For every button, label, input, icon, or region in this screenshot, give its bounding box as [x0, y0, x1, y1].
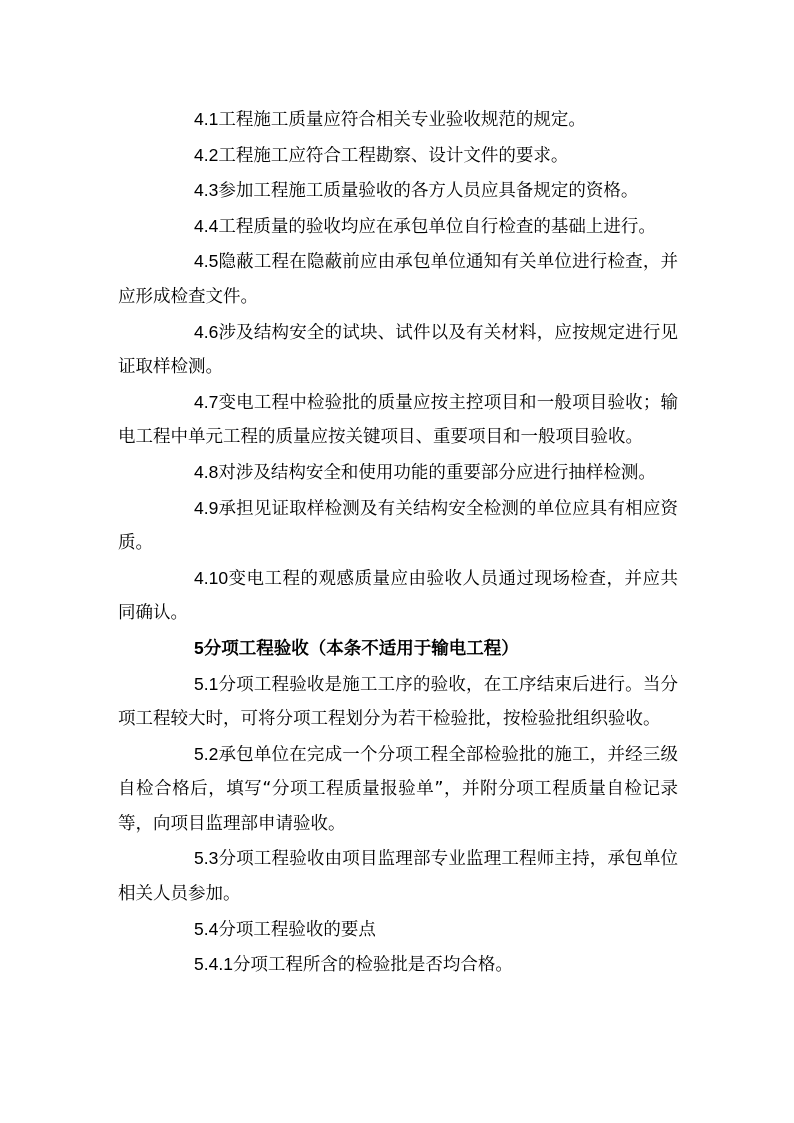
clause-number: 4.3	[194, 180, 219, 201]
clause-text: 工程施工应符合工程勘察、设计文件的要求。	[218, 145, 569, 166]
section-number: 5	[194, 637, 204, 658]
clause-4-9	[118, 491, 678, 561]
clause-text: 承包单位在完成一个分项工程全部检验批的施工，并经三级自检合格后，填写“分项工程质量报验单”，并附分项工程质量自检记录等，向项目监理部申请验收。	[118, 744, 678, 834]
clause-5-4-1	[118, 947, 678, 983]
clause-number: 4.6	[194, 321, 219, 342]
clause-text: 分项工程验收是施工工序的验收，在工序结束后进行。当分项工程较大时，可将分项工程划分为若干检验批，按检验批组织验收。	[118, 674, 678, 730]
clause-text: 分项工程验收由项目监理部专业监理工程师主持，承包单位相关人员参加。	[118, 849, 678, 905]
clause-4-5	[118, 244, 678, 314]
clause-4-1	[118, 102, 678, 138]
clause-4-7	[118, 385, 678, 455]
clause-5-1	[118, 667, 678, 737]
clause-text: 变电工程中检验批的质量应按主控项目和一般项目验收；输电工程中单元工程的质量应按关键项目、重要项目和一般项目验收。	[118, 392, 678, 448]
clause-5-2	[118, 737, 678, 842]
clause-number: 4.2	[194, 144, 219, 165]
clause-4-10	[118, 561, 678, 631]
clause-text: 变电工程的观感质量应由验收人员通过现场检查，并应共同确认。	[118, 568, 678, 624]
clause-text: 工程施工质量应符合相关专业验收规范的规定。	[218, 110, 586, 130]
clause-4-8	[118, 455, 678, 491]
clause-4-2	[118, 138, 678, 174]
clause-text: 分项工程所含的检验批是否均合格。	[232, 955, 513, 976]
clause-number: 5.4	[194, 918, 219, 939]
clause-number: 5.3	[194, 848, 219, 869]
clause-number: 4.8	[194, 461, 219, 482]
clause-4-4	[118, 209, 678, 245]
clause-text: 工程质量的验收均应在承包单位自行检查的基础上进行。	[218, 216, 656, 237]
document-body	[118, 102, 678, 983]
clause-text: 承担见证取样检测及有关结构安全检测的单位应具有相应资质。	[118, 498, 678, 554]
clause-5-3	[118, 841, 678, 911]
clause-text: 涉及结构安全的试块、试件以及有关材料，应按规定进行见证取样检测。	[118, 322, 678, 378]
clause-number: 4.10	[194, 567, 229, 588]
clause-number: 4.7	[194, 391, 219, 412]
clause-number: 4.5	[194, 251, 219, 272]
section-title: 分项工程验收（本条不适用于输电工程）	[203, 638, 519, 659]
clause-number: 5.4.1	[194, 954, 233, 975]
clause-number: 4.4	[194, 215, 219, 236]
clause-text: 参加工程施工质量验收的各方人员应具备规定的资格。	[218, 181, 639, 202]
clause-4-6	[118, 315, 678, 385]
clause-text: 对涉及结构安全和使用功能的重要部分应进行抽样检测。	[218, 462, 656, 483]
clause-4-3	[118, 173, 678, 209]
clause-text: 隐蔽工程在隐蔽前应由承包单位通知有关单位进行检查，并应形成检查文件。	[118, 252, 678, 307]
clause-number: 4.9	[194, 497, 219, 518]
section-5-heading	[118, 631, 678, 667]
clause-number: 4.1	[194, 109, 219, 129]
clause-number: 5.1	[194, 673, 219, 694]
clause-5-4	[118, 912, 678, 948]
clause-number: 5.2	[194, 743, 219, 764]
clause-text: 分项工程验收的要点	[218, 919, 376, 940]
